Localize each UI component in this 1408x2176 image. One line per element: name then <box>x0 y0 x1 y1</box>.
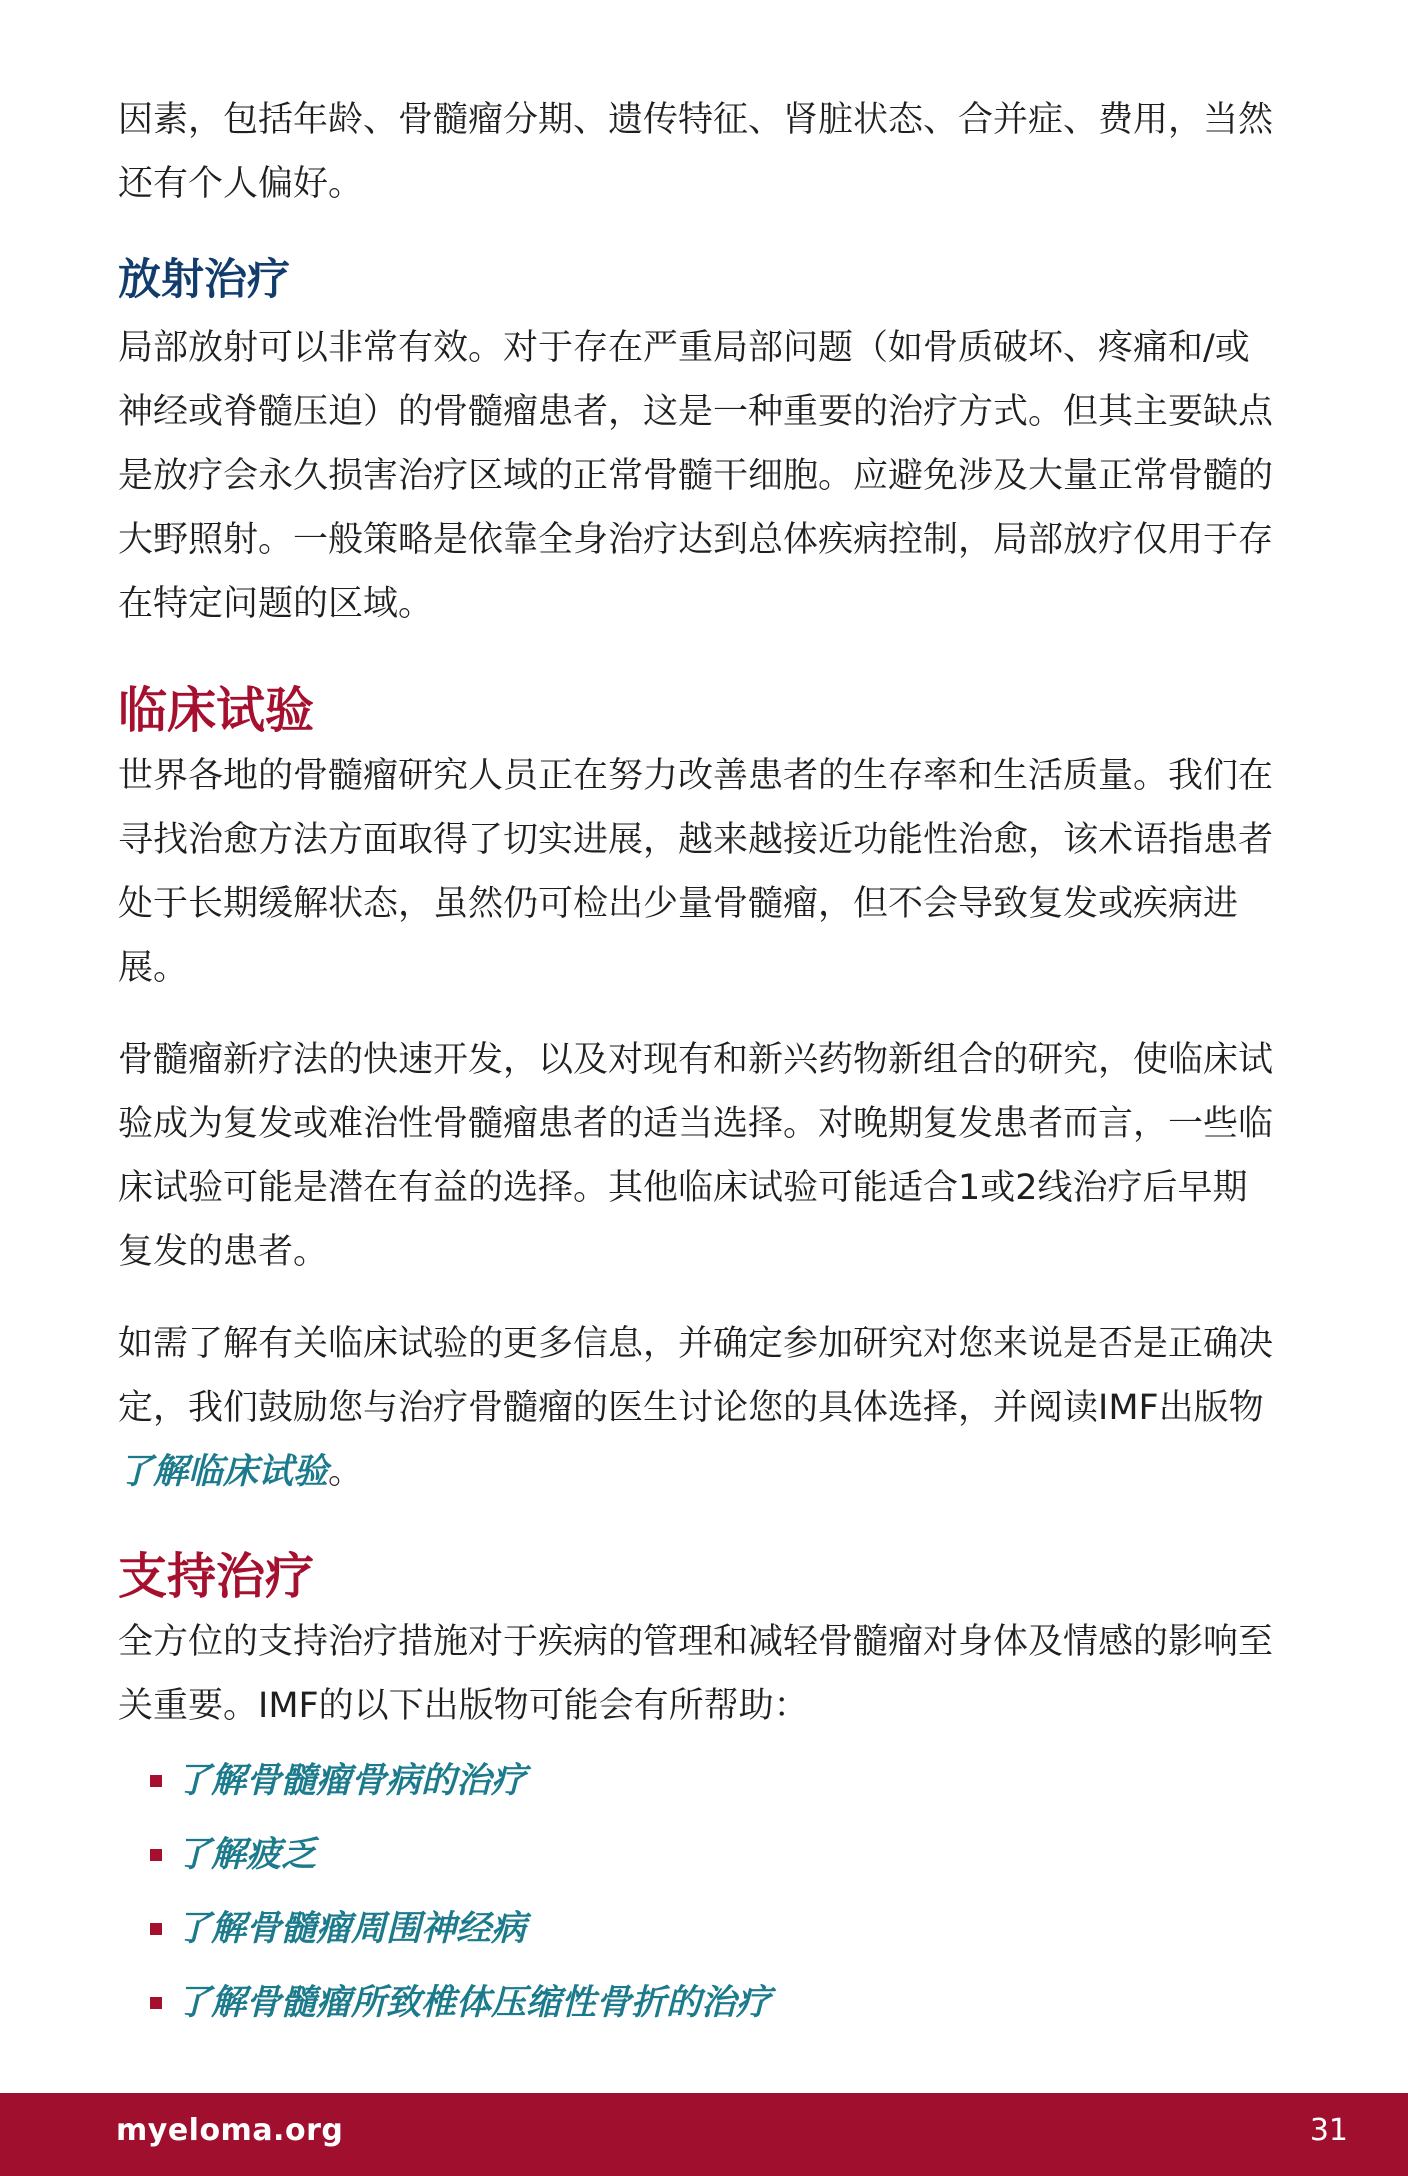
bullet-square-icon <box>150 1775 162 1787</box>
page-content <box>118 88 1278 2040</box>
clinical-trials-paragraph-3-end: 。 <box>328 1452 364 1492</box>
publication-item <box>150 1744 1278 1818</box>
page-number: 31 <box>1309 2113 1348 2148</box>
footer-website-link[interactable]: myeloma.org <box>116 2113 344 2148</box>
footer-bar <box>0 2093 1408 2176</box>
clinical-trials-paragraph-3-text: 如需了解有关临床试验的更多信息，并确定参加研究对您来说是否是正确决定，我们鼓励您与治疗骨髓瘤的医生讨论您的具体选择，并阅读IMF出版物 <box>118 1324 1274 1428</box>
publications-list <box>118 1744 1278 2040</box>
supportive-care-paragraph: 全方位的支持治疗措施对于疾病的管理和减轻骨髓瘤对身体及情感的影响至关重要。IMF的以下出版物可能会有所帮助： <box>118 1622 1274 1726</box>
clinical-trials-heading: 临床试验 <box>118 682 315 739</box>
bullet-square-icon <box>150 1923 162 1935</box>
publication-link-peripheral-neuropathy[interactable]: 了解骨髓瘤周围神经病 <box>176 1909 527 1949</box>
clinical-trials-paragraph-1: 世界各地的骨髓瘤研究人员正在努力改善患者的生存率和生活质量。我们在寻找治愈方法方面取得了切实进展，越来越接近功能性治愈，该术语指患者处于长期缓解状态，虽然仍可检出少量骨髓瘤，但不会导致复发或疾病进展。 <box>118 756 1274 988</box>
radiation-heading: 放射治疗 <box>118 255 290 305</box>
publication-item <box>150 1966 1278 2040</box>
understanding-clinical-trials-link[interactable]: 了解临床试验 <box>118 1452 329 1492</box>
clinical-trials-paragraph-3 <box>118 1312 1278 1504</box>
publication-link-bone-disease[interactable]: 了解骨髓瘤骨病的治疗 <box>176 1761 527 1801</box>
clinical-trials-paragraph-2: 骨髓瘤新疗法的快速开发，以及对现有和新兴药物新组合的研究，使临床试验成为复发或难治性骨髓瘤患者的适当选择。对晚期复发患者而言，一些临床试验可能是潜在有益的选择。其他临床试验可能适合1或2线治疗后早期复发的患者。 <box>118 1040 1274 1272</box>
publication-link-vertebral-fractures[interactable]: 了解骨髓瘤所致椎体压缩性骨折的治疗 <box>176 1983 772 2023</box>
publication-item <box>150 1818 1278 1892</box>
publication-link-fatigue[interactable]: 了解疲乏 <box>176 1835 317 1875</box>
radiation-paragraph: 局部放射可以非常有效。对于存在严重局部问题（如骨质破坏、疼痛和/或神经或脊髓压迫）的骨髓瘤患者，这是一种重要的治疗方式。但其主要缺点是放疗会永久损害治疗区域的正常骨髓干细胞。应避免涉及大量正常骨髓的大野照射。一般策略是依靠全身治疗达到总体疾病控制，局部放疗仅用于存在特定问题的区域。 <box>118 328 1274 624</box>
intro-paragraph: 因素，包括年龄、骨髓瘤分期、遗传特征、肾脏状态、合并症、费用，当然还有个人偏好。 <box>118 100 1274 204</box>
publication-item <box>150 1892 1278 1966</box>
bullet-square-icon <box>150 1849 162 1861</box>
bullet-square-icon <box>150 1997 162 2009</box>
supportive-care-heading: 支持治疗 <box>118 1548 315 1605</box>
